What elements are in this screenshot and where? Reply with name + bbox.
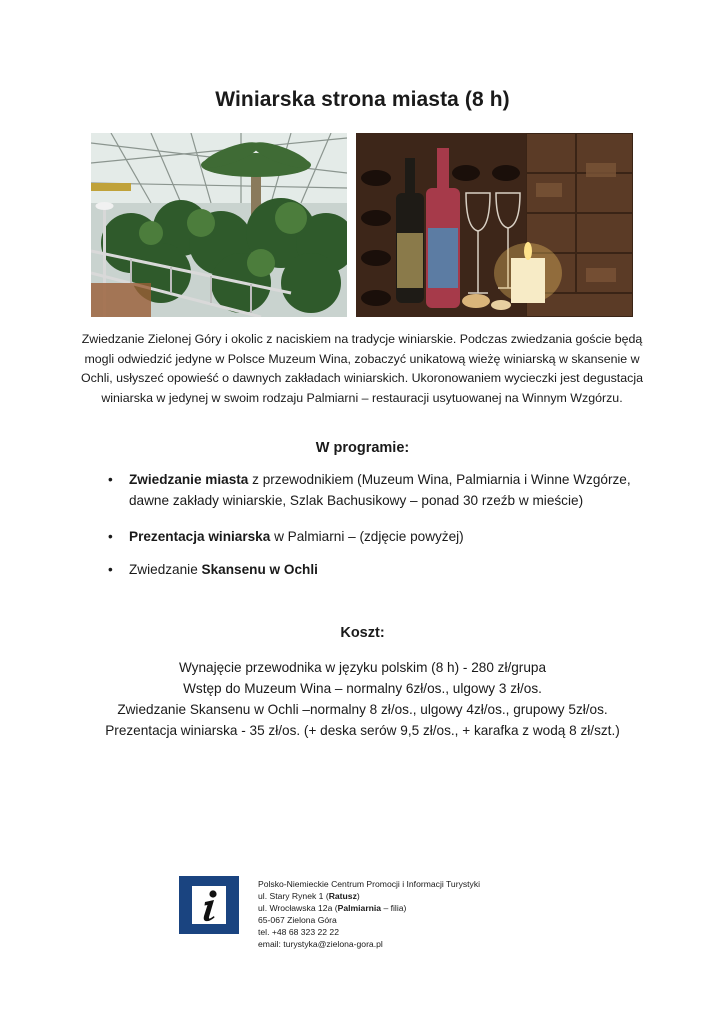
cost-line: Wynajęcie przewodnika w języku polskim (8 h) - 280 zł/grupa [178, 660, 547, 675]
program-item-bold: Prezentacja winiarska [129, 529, 271, 544]
program-item [108, 526, 648, 559]
program-item [108, 469, 648, 526]
program-item-text: Zwiedzanie [129, 562, 202, 577]
program-heading: W programie: [315, 440, 410, 456]
city-line: 65-067 Zielona Góra [258, 915, 337, 926]
intro-paragraph: Zwiedzanie Zielonej Góry i okolic z naciskiem na tradycje winiarskie. Podczas zwiedzania goście będą mogli odwiedzić jedyne w Polsce Muzeum Wina, zobaczyć unikatową wieżę winiarską w skansenie w Ochli, usłyszeć opowieść o dawnych zakładach winiarskich. Ukoronowaniem wycieczki jest degustacja winiarska w jedynej w swoim rodzaju Palmiarni – restauracji usytuowanej na Winnym Wzgórzu. [81, 332, 643, 405]
cost-line: Zwiedzanie Skansenu w Ochli –normalny 8 zł/os., ulgowy 4zł/os., grupowy 5zł/os. [117, 702, 608, 717]
wine-bottles-cellar-photo [356, 133, 633, 317]
org-name: Polsko-Niemieckie Centrum Promocji i Informacji Turystyki [258, 879, 481, 889]
program-item-text: z przewodnikiem (Muzeum Wina, Palmiarnia i Winne Wzgórze, dawne zakłady winiarskie, Szlak Bachusikowy – ponad 30 rzeźb w mieście) [129, 472, 631, 508]
cost-line: Wstęp do Muzeum Wina – normalny 6zł/os., ulgowy 3 zł/os. [183, 681, 542, 696]
cost-list [40, 657, 685, 741]
bullet-icon: • [108, 562, 113, 577]
address-line: ul. Wrocławska 12a (Palmiarnia – filia) [258, 903, 407, 914]
program-item-bold: Zwiedzanie miasta [129, 472, 249, 487]
program-list [108, 469, 648, 580]
info-i-icon [179, 876, 239, 934]
email-line: email: turystyka@zielona-gora.pl [258, 939, 383, 950]
bullet-icon: • [108, 472, 113, 487]
cost-line: Prezentacja winiarska - 35 zł/os. (+ deska serów 9,5 zł/os., + karafka z wodą 8 zł/szt.) [105, 723, 620, 738]
cost-heading: Koszt: [340, 625, 385, 641]
program-item-text: w Palmiarni – (zdjęcie powyżej) [270, 529, 464, 544]
program-item [108, 559, 648, 580]
phone-line: tel. +48 68 323 22 22 [258, 927, 339, 938]
address-line: ul. Stary Rynek 1 (Ratusz) [258, 891, 360, 902]
palm-house-photo [91, 133, 347, 317]
program-item-bold: Skansenu w Ochli [201, 562, 318, 577]
contact-info [258, 878, 480, 951]
page-title: Winiarska strona miasta (8 h) [215, 88, 510, 111]
bullet-icon: • [108, 529, 113, 544]
